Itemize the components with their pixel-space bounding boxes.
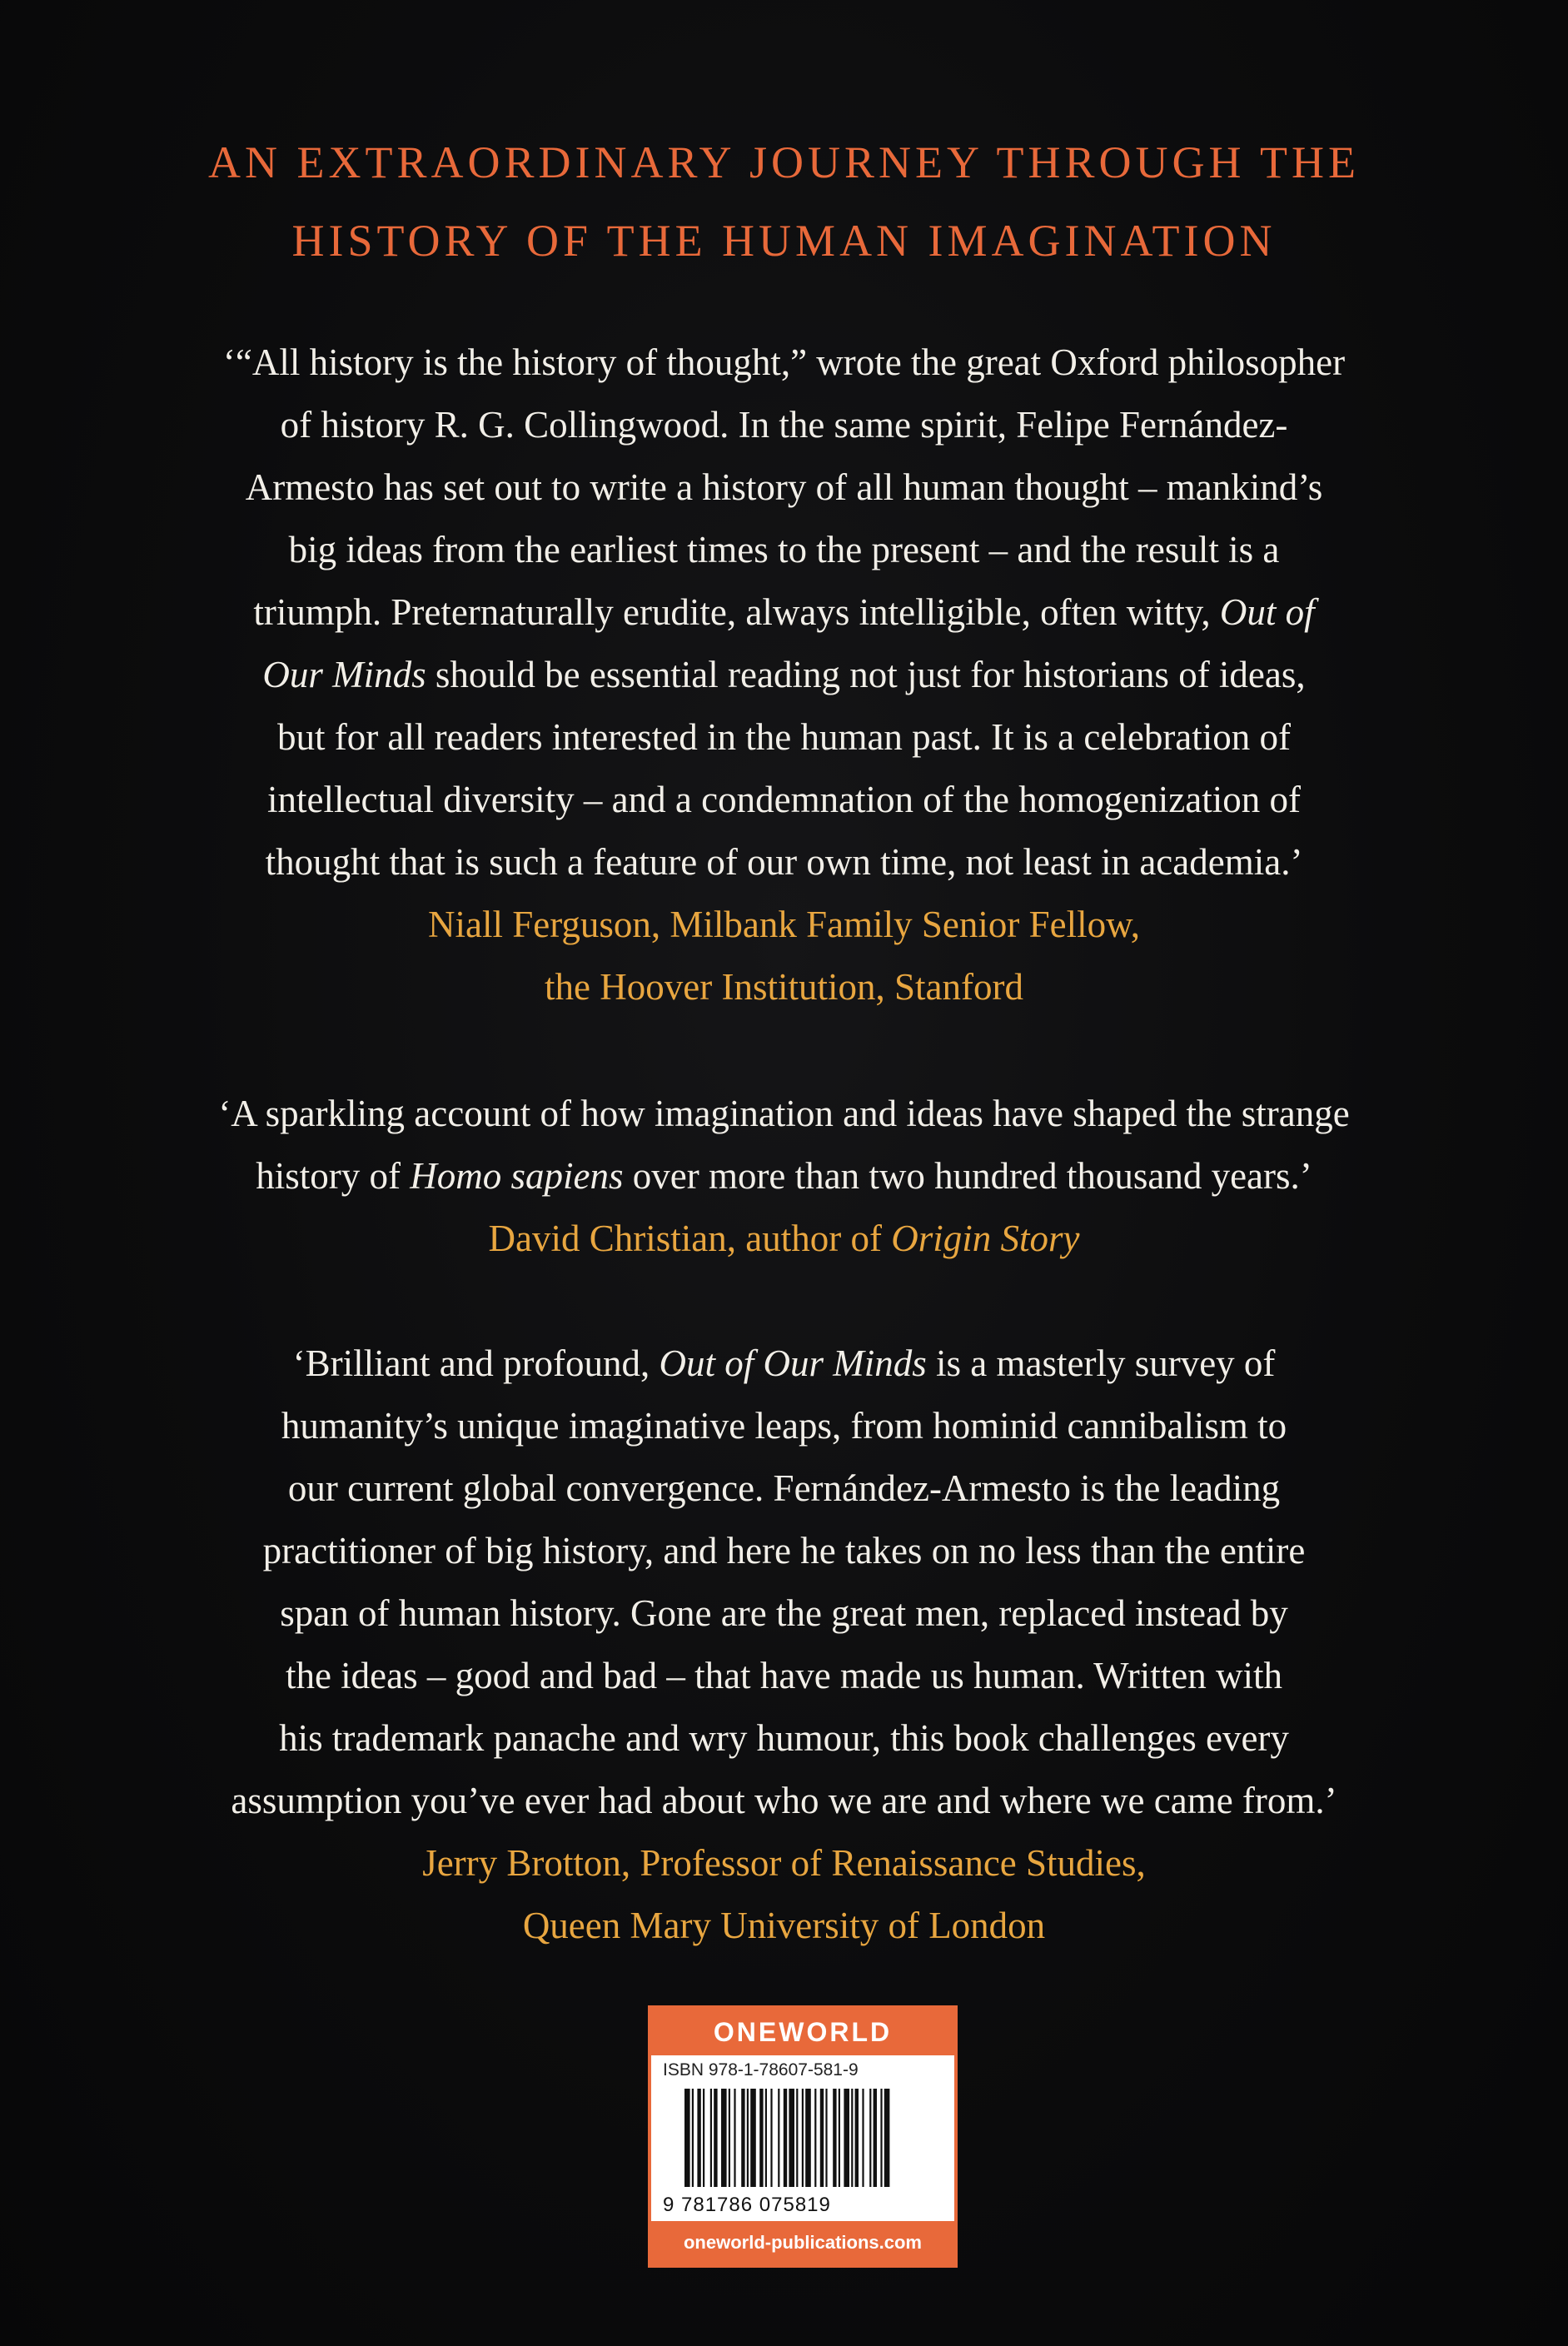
barcode-bar	[814, 2089, 816, 2187]
barcode-bar	[684, 2089, 690, 2187]
quote-attribution: Queen Mary University of London	[522, 1905, 1046, 1946]
barcode-bar	[729, 2089, 730, 2187]
barcode-bar	[825, 2089, 827, 2187]
quote-text: should be essential reading not just for historians of ideas,	[435, 654, 1306, 695]
publisher-website: oneworld-publications.com	[651, 2221, 954, 2264]
quote-text: over more than two hundred thousand years.’	[632, 1155, 1312, 1197]
headline-line-1: AN EXTRAORDINARY JOURNEY THROUGH THE	[207, 137, 1360, 187]
quote-line: ‘A sparkling account of how imagination and ideas have shaped the strange	[218, 1093, 1350, 1134]
quote-line: humanity’s unique imaginative leaps, from hominid cannibalism to	[281, 1405, 1287, 1447]
barcode-panel	[648, 2005, 958, 2268]
barcode-bar	[714, 2089, 717, 2187]
book-title-italic: Origin Story	[891, 1218, 1080, 1259]
quote-line: but for all readers interested in the human past. It is a celebration of	[276, 716, 1292, 758]
quote-line: assumption you’ve ever had about who we are and where we came from.’	[231, 1780, 1337, 1821]
barcode-bar	[692, 2089, 694, 2187]
quote-line: Armesto has set out to write a history of all human thought – mankind’s	[245, 466, 1323, 508]
quote-line: his trademark panache and wry humour, this book challenges every	[279, 1717, 1289, 1759]
barcode-bar	[741, 2089, 744, 2187]
barcode-bar	[710, 2089, 712, 2187]
quote-line: ‘“All history is the history of thought,” wrote the great Oxford philosopher	[222, 341, 1346, 383]
barcode-bar	[884, 2089, 890, 2187]
quote-text: is a masterly survey of	[936, 1342, 1276, 1384]
quote-ferguson	[117, 331, 1451, 1019]
barcode-bar	[851, 2089, 853, 2187]
quote-line	[117, 644, 1451, 706]
quote-text: history of	[256, 1155, 401, 1197]
quote-line: span of human history. Gone are the great men, replaced instead by	[280, 1592, 1288, 1634]
barcode-bar	[844, 2089, 849, 2187]
barcode-bar	[789, 2089, 794, 2187]
quote-line: thought that is such a feature of our own time, not least in academia.’	[265, 841, 1303, 883]
quote-line	[117, 581, 1451, 644]
book-title-italic: Our Minds	[262, 654, 426, 695]
species-name-italic: Homo sapiens	[410, 1155, 624, 1197]
quote-christian	[117, 1083, 1451, 1270]
quote-attribution	[117, 1208, 1451, 1270]
barcode-bar	[778, 2089, 779, 2187]
quote-attribution: Niall Ferguson, Milbank Family Senior Fellow,	[428, 904, 1140, 945]
quote-attribution: Jerry Brotton, Professor of Renaissance Studies,	[422, 1842, 1146, 1884]
barcode-bar	[770, 2089, 772, 2187]
quote-line	[117, 1145, 1451, 1208]
barcode-bar	[855, 2089, 859, 2187]
quote-text: triumph. Preternaturally erudite, always intelligible, often witty,	[253, 591, 1211, 633]
attribution-text: David Christian, author of	[488, 1218, 882, 1259]
book-title-italic: Out of Our Minds	[659, 1342, 927, 1384]
quote-line: the ideas – good and bad – that have made us human. Written with	[285, 1655, 1283, 1696]
quote-text: ‘Brilliant and profound,	[292, 1342, 650, 1384]
barcode-bar	[805, 2089, 811, 2187]
barcode-bar	[765, 2089, 767, 2187]
quote-line: big ideas from the earliest times to the present – and the result is a	[288, 529, 1280, 570]
quote-line	[117, 1332, 1451, 1395]
quote-attribution: the Hoover Institution, Stanford	[545, 966, 1023, 1008]
barcode-bar	[869, 2089, 871, 2187]
barcode-bar	[721, 2089, 727, 2187]
quote-line: practitioner of big history, and here he takes on no less than the entire	[262, 1530, 1306, 1571]
barcode-bar	[874, 2089, 877, 2187]
barcode-bar	[796, 2089, 798, 2187]
quote-line: of history R. G. Collingwood. In the same spirit, Felipe Fernández-	[280, 404, 1288, 446]
barcode-bar	[820, 2089, 824, 2187]
quote-line: our current global convergence. Fernández-Armesto is the leading	[287, 1467, 1281, 1509]
quote-line: intellectual diversity – and a condemnation of the homogenization of	[267, 779, 1301, 820]
barcode-bar	[833, 2089, 836, 2187]
barcode-number: 9 781786 075819	[663, 2194, 831, 2216]
barcode-bars	[684, 2089, 931, 2187]
barcode-bar	[784, 2089, 787, 2187]
barcode-bar	[839, 2089, 840, 2187]
isbn-label: ISBN 978-1-78607-581-9	[663, 2060, 859, 2080]
quote-brotton	[117, 1332, 1451, 1957]
barcode-bar	[703, 2089, 704, 2187]
barcode-bar	[750, 2089, 756, 2187]
publisher-name: ONEWORLD	[651, 2009, 954, 2055]
barcode-bar	[747, 2089, 749, 2187]
barcode-bar	[880, 2089, 882, 2187]
barcode-bar	[697, 2089, 700, 2187]
barcode-bar	[734, 2089, 735, 2187]
barcode-bar	[862, 2089, 864, 2187]
barcode-bar	[759, 2089, 763, 2187]
book-title-italic: Out of	[1219, 591, 1315, 633]
barcode-bar	[802, 2089, 804, 2187]
headline-line-2: HISTORY OF THE HUMAN IMAGINATION	[291, 216, 1277, 266]
